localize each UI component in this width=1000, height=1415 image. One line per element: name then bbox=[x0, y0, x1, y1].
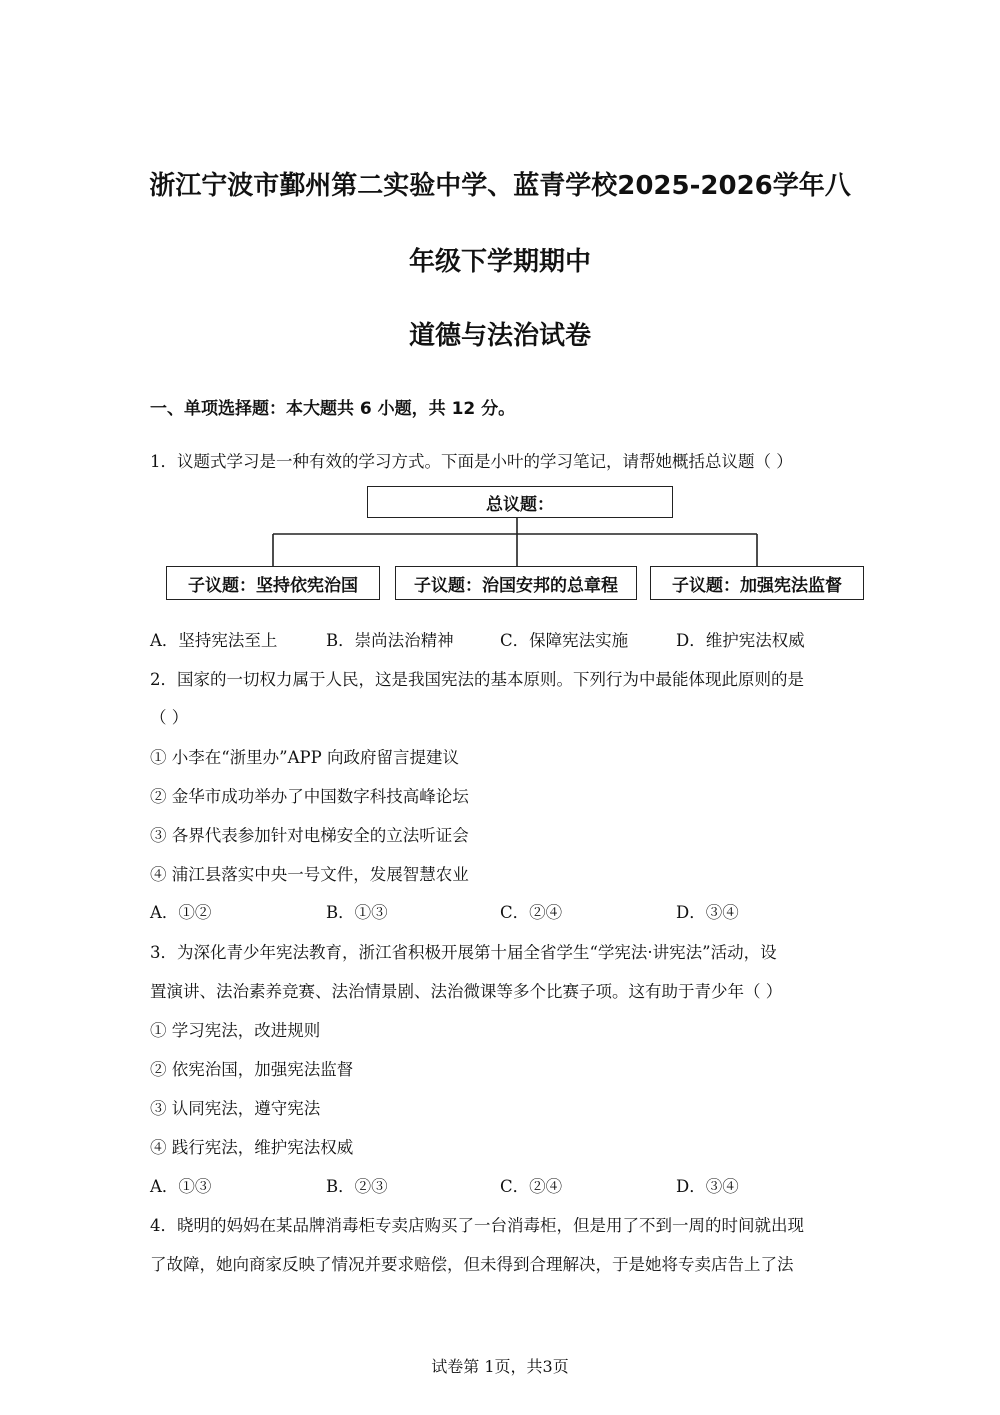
q2-stem-line-1: 2．国家的一切权力属于人民，这是我国宪法的基本原则。下列行为中最能体现此原则的是 bbox=[150, 670, 804, 689]
exam-title-line-1: 浙江宁波市鄞州第二实验中学、蓝青学校2025-2026学年八 bbox=[149, 171, 851, 201]
diagram-main-issue-box: 总议题： bbox=[367, 486, 673, 518]
diagram-sub-issue-1: 子议题：坚持依宪治国 bbox=[166, 566, 380, 600]
q1-option-b: B．崇尚法治精神 bbox=[326, 631, 454, 650]
q3-item-2: ② 依宪治国，加强宪法监督 bbox=[150, 1060, 354, 1079]
q1-option-c: C．保障宪法实施 bbox=[500, 631, 629, 650]
q2-option-d: D．③④ bbox=[676, 903, 739, 922]
q2-option-b: B．①③ bbox=[326, 903, 388, 922]
q1-option-a: A．坚持宪法至上 bbox=[150, 631, 278, 650]
q2-item-3: ③ 各界代表参加针对电梯安全的立法听证会 bbox=[150, 826, 469, 845]
q1-stem: 1．议题式学习是一种有效的学习方式。下面是小叶的学习笔记，请帮她概括总议题（ ） bbox=[150, 452, 793, 471]
q3-option-d: D．③④ bbox=[676, 1177, 739, 1196]
q1-issue-diagram bbox=[160, 482, 870, 602]
exam-title-line-2: 年级下学期期中 bbox=[408, 247, 591, 277]
q2-option-a: A．①② bbox=[150, 903, 212, 922]
q3-stem-line-1: 3．为深化青少年宪法教育，浙江省积极开展第十届全省学生“学宪法·讲宪法”活动，设 bbox=[150, 943, 777, 962]
exam-subject-title: 道德与法治试卷 bbox=[408, 321, 591, 351]
q3-item-3: ③ 认同宪法，遵守宪法 bbox=[150, 1099, 321, 1118]
q3-option-b: B．②③ bbox=[326, 1177, 388, 1196]
diagram-sub-issue-3: 子议题：加强宪法监督 bbox=[650, 566, 864, 600]
q3-option-c: C．②④ bbox=[500, 1177, 563, 1196]
q2-item-2: ② 金华市成功举办了中国数字科技高峰论坛 bbox=[150, 787, 469, 806]
q2-option-c: C．②④ bbox=[500, 903, 563, 922]
q4-stem-line-1: 4．晓明的妈妈在某品牌消毒柜专卖店购买了一台消毒柜，但是用了不到一周的时间就出现 bbox=[150, 1216, 804, 1235]
q1-option-d: D．维护宪法权威 bbox=[676, 631, 805, 650]
page-footer: 试卷第 1页，共3页 bbox=[431, 1357, 569, 1376]
q4-stem-line-2: 了故障，她向商家反映了情况并要求赔偿，但未得到合理解决，于是她将专卖店告上了法 bbox=[150, 1255, 794, 1274]
q2-item-4: ④ 浦江县落实中央一号文件，发展智慧农业 bbox=[150, 865, 469, 884]
diagram-sub-issue-2: 子议题：治国安邦的总章程 bbox=[395, 566, 637, 600]
q2-stem-line-2: （ ） bbox=[150, 708, 189, 727]
q3-stem-line-2: 置演讲、法治素养竞赛、法治情景剧、法治微课等多个比赛子项。这有助于青少年（ ） bbox=[150, 982, 783, 1001]
q3-item-4: ④ 践行宪法，维护宪法权威 bbox=[150, 1138, 354, 1157]
q2-item-1: ① 小李在“浙里办”APP 向政府留言提建议 bbox=[150, 748, 459, 767]
q3-item-1: ① 学习宪法，改进规则 bbox=[150, 1021, 321, 1040]
q3-option-a: A．①③ bbox=[150, 1177, 212, 1196]
section-heading: 一、单项选择题：本大题共 6 小题，共 12 分。 bbox=[150, 399, 516, 419]
